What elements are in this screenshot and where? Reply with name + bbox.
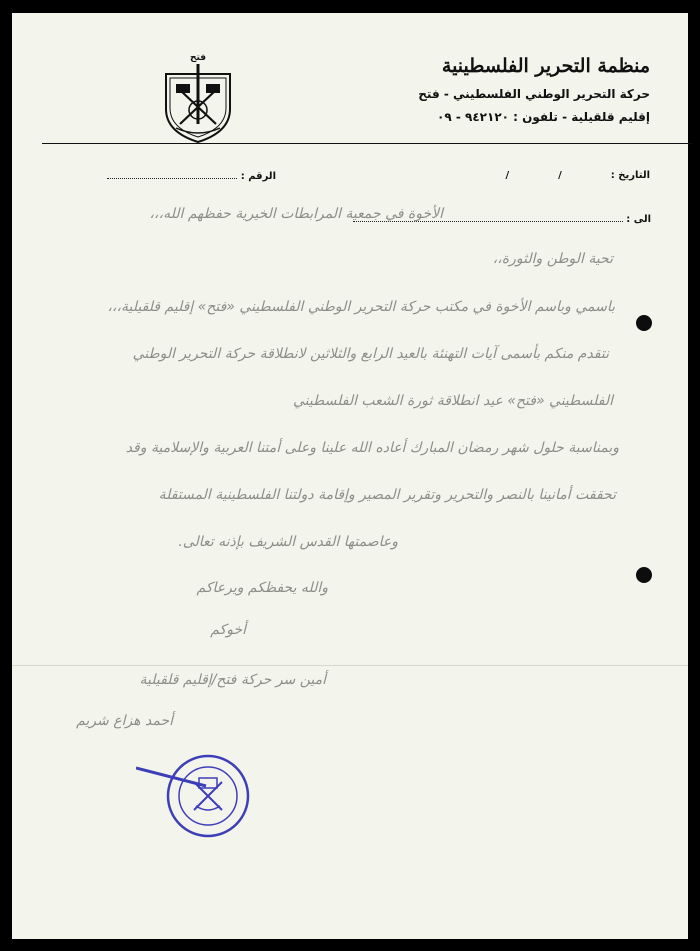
- date-slash: /: [558, 170, 562, 181]
- signatory-title: أمين سر حركة فتح/إقليم قلقيلية: [139, 672, 326, 688]
- number-dots: [107, 170, 237, 179]
- letter-addressee: الأخوة في جمعية المرابطات الخيرية حفظهم الله،،،: [149, 206, 443, 222]
- movement-name: حركة التحرير الوطني الفلسطيني - فتح: [418, 87, 650, 101]
- punch-hole: [636, 315, 652, 331]
- logo-caption: فتح: [190, 53, 207, 63]
- organization-title: منظمة التحرير الفلسطينية: [441, 55, 650, 77]
- date-field: [506, 170, 650, 181]
- number-field: [107, 170, 276, 182]
- paper-fold: [12, 665, 688, 666]
- letter-greeting: تحية الوطن والثورة،،: [492, 251, 613, 267]
- number-label: الرقم :: [240, 171, 276, 182]
- date-label: التاريخ :: [610, 170, 650, 181]
- letter-line: الفلسطيني «فتح» عيد انطلاقة ثورة الشعب الفلسطيني: [293, 393, 613, 409]
- letter-line: تحققت أمانينا بالنصر والتحرير وتقرير المصير وإقامة دولتنا الفلسطينية المستقلة: [158, 487, 616, 503]
- letter-line: وبمناسبة حلول شهر رمضان المبارك أعاده الله علينا وعلى أمتنا العربية والإسلامية وقد: [125, 440, 619, 456]
- date-slash: /: [505, 170, 510, 181]
- signatory-name: أحمد هزاع شريم: [76, 713, 173, 729]
- letter-page: [12, 13, 688, 939]
- letter-line: باسمي وباسم الأخوة في مكتب حركة التحرير الوطني الفلسطيني «فتح» إقليم قلقيلية،،،: [107, 299, 615, 315]
- fatah-emblem-icon: [158, 54, 238, 144]
- punch-hole: [636, 567, 652, 583]
- letter-closing: والله يحفظكم ويرعاكم: [196, 580, 328, 596]
- region-phone: إقليم قلقيلية - تلفون : ٩٤٢١٢٠ - ٠٩: [437, 110, 650, 124]
- to-label: الى :: [626, 214, 651, 225]
- letter-line: وعاصمتها القدس الشريف بإذنه تعالى.: [178, 534, 398, 550]
- letter-line: نتقدم منكم بأسمى آيات التهنئة بالعيد الرابع والثلاثين لانطلاقة حركة التحرير الوطني: [132, 346, 609, 362]
- header-divider: [42, 143, 692, 144]
- official-round-stamp-icon: [136, 748, 261, 843]
- letter-sign-off: أخوكم: [210, 622, 246, 638]
